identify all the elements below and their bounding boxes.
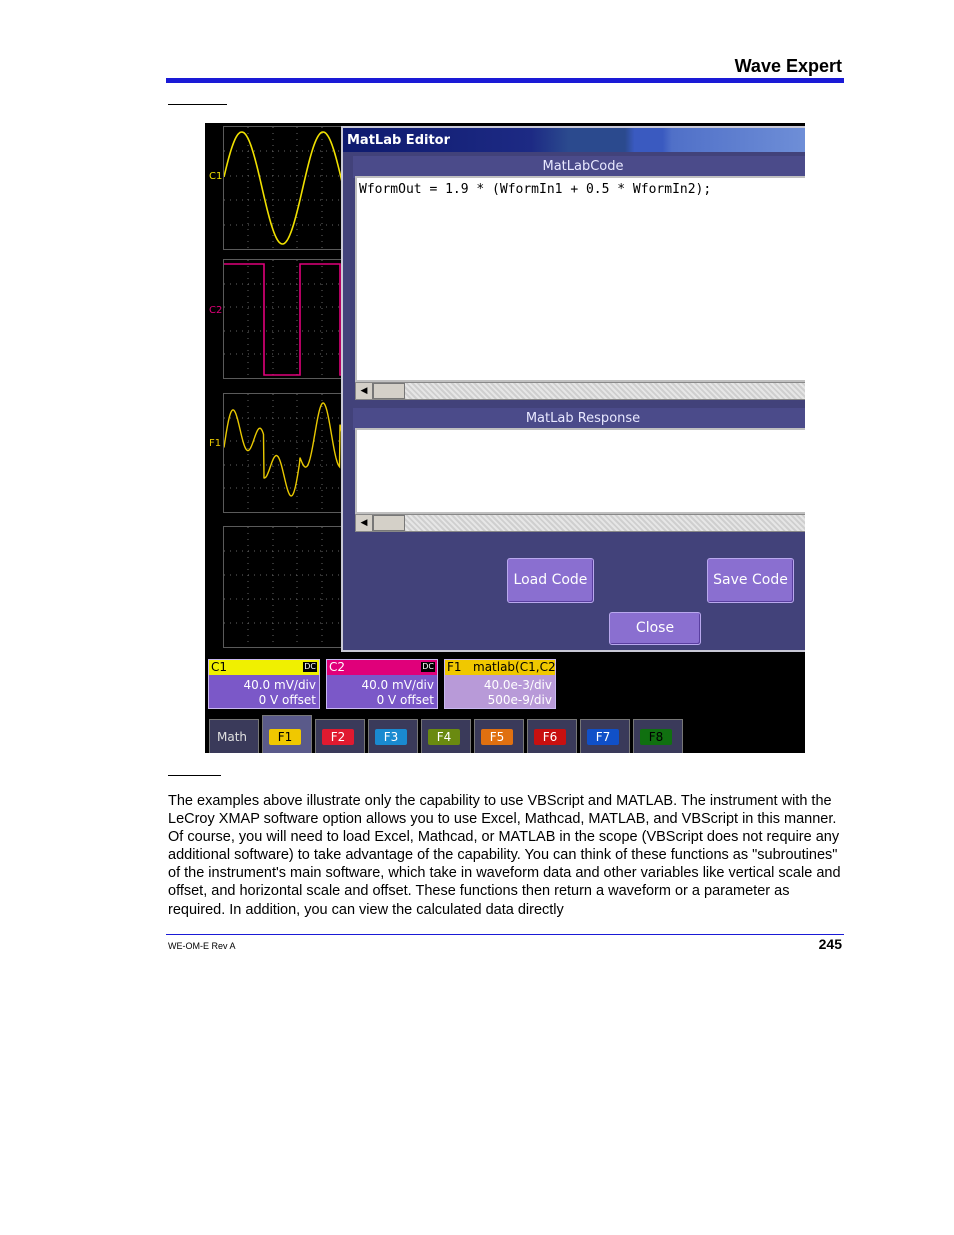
descriptor-c2-name: C2 <box>329 660 346 674</box>
tab-f2-label: F2 <box>322 729 354 745</box>
grid-panel-c1 <box>223 126 347 250</box>
trace-f1-svg <box>224 394 346 512</box>
caption-rule-top <box>168 104 227 105</box>
editor-title: MatLab Editor <box>347 133 451 148</box>
grid-panel-c2 <box>223 259 347 379</box>
descriptor-f1-vdiv: 40.0e-3/div <box>483 678 552 692</box>
code-section-header: MatLabCode <box>353 156 805 178</box>
descriptor-c2-coupling: DC <box>422 662 434 671</box>
response-section-header: MatLab Response <box>353 408 805 430</box>
trace-label-c1: C1 <box>209 171 223 182</box>
descriptor-c1-name: C1 <box>211 660 228 674</box>
descriptor-c1-offset: 0 V offset <box>258 693 316 707</box>
tab-f1-label: F1 <box>269 729 301 745</box>
grid-panel-empty <box>223 526 347 648</box>
trace-f1-waveform <box>224 403 346 496</box>
header-rule <box>166 78 844 83</box>
trace-c2-waveform <box>224 264 346 375</box>
scroll-thumb[interactable] <box>373 383 405 399</box>
footer-page-number: 245 <box>818 936 842 952</box>
descriptor-f1-hdiv: 500e-9/div <box>487 693 552 707</box>
tab-math[interactable] <box>209 719 259 753</box>
descriptor-f1-header <box>445 660 561 675</box>
tab-f5[interactable] <box>474 719 524 753</box>
response-horizontal-scrollbar[interactable] <box>355 514 805 532</box>
tab-f4-label: F4 <box>428 729 460 745</box>
descriptor-c2[interactable] <box>326 659 438 709</box>
tab-f8[interactable] <box>633 719 683 753</box>
trace-c1-waveform <box>224 132 346 244</box>
tab-f7[interactable] <box>580 719 630 753</box>
matlab-editor-dialog <box>341 126 805 652</box>
close-button[interactable]: Close <box>609 612 701 645</box>
descriptor-c1-vdiv: 40.0 mV/div <box>243 678 316 692</box>
descriptor-c2-header <box>327 660 437 675</box>
descriptor-f1-name: F1 <box>447 660 462 674</box>
load-code-button[interactable]: Load Code <box>507 558 594 603</box>
grid-panel-f1 <box>223 393 347 513</box>
matlab-code-input[interactable]: WformOut = 1.9 * (WformIn1 + 0.5 * WformIn2); <box>355 176 805 382</box>
trace-label-c2: C2 <box>209 305 223 316</box>
tab-f8-label: F8 <box>640 729 672 745</box>
tab-f2[interactable] <box>315 719 365 753</box>
footer-doc-id: WE-OM-E Rev A <box>168 941 236 951</box>
descriptor-c2-offset: 0 V offset <box>376 693 434 707</box>
tab-f4[interactable] <box>421 719 471 753</box>
oscilloscope-screenshot <box>205 123 805 753</box>
trace-label-f1: F1 <box>209 438 222 449</box>
descriptor-c1[interactable] <box>208 659 320 709</box>
scroll-left-icon[interactable]: ◀ <box>356 383 373 399</box>
descriptor-f1-formula: matlab(C1,C2) <box>473 660 561 674</box>
descriptor-c1-coupling: DC <box>304 662 316 671</box>
body-paragraph <box>168 792 844 919</box>
tab-f6[interactable] <box>527 719 577 753</box>
header-title: Wave Expert <box>734 56 842 76</box>
empty-grid-svg <box>224 527 346 647</box>
tab-f1[interactable] <box>262 715 312 753</box>
editor-titlebar <box>343 128 805 152</box>
tab-f6-label: F6 <box>534 729 566 745</box>
tab-f3-label: F3 <box>375 729 407 745</box>
scroll-thumb[interactable] <box>373 515 405 531</box>
trace-c1-svg <box>224 127 346 249</box>
body-text: The examples above illustrate only the capability to use VBScript and MATLAB. The instrument with the LeCroy XMAP software option allows you to use Excel, Mathcad, MATLAB, and VBScript in this manner. Of course, you will need to load Excel, Mathcad, or MATLAB in the scope (VBScript does not require any additional software) to take advantage of the capability. You can think of these functions as "subroutines" of the instrument's main software, which take in waveform data and other variables like vertical scale and offset, and horizontal scale and offset. These functions then return a waveform or a parameter as required. In addition, you can view the calculated data directly <box>168 793 841 918</box>
tab-math-label: Math <box>216 730 248 744</box>
tab-f3[interactable] <box>368 719 418 753</box>
descriptor-f1[interactable] <box>444 659 561 709</box>
matlab-response-output <box>355 428 805 514</box>
footer-rule <box>166 934 844 935</box>
trace-c2-svg <box>224 260 346 378</box>
caption-rule-bottom <box>168 775 221 776</box>
tab-f7-label: F7 <box>587 729 619 745</box>
scroll-left-icon[interactable]: ◀ <box>356 515 373 531</box>
function-tab-bar <box>205 715 805 753</box>
code-horizontal-scrollbar[interactable] <box>355 382 805 400</box>
descriptor-c2-vdiv: 40.0 mV/div <box>361 678 434 692</box>
tab-f5-label: F5 <box>481 729 513 745</box>
descriptor-c1-header <box>209 660 319 675</box>
save-code-button[interactable]: Save Code <box>707 558 794 603</box>
